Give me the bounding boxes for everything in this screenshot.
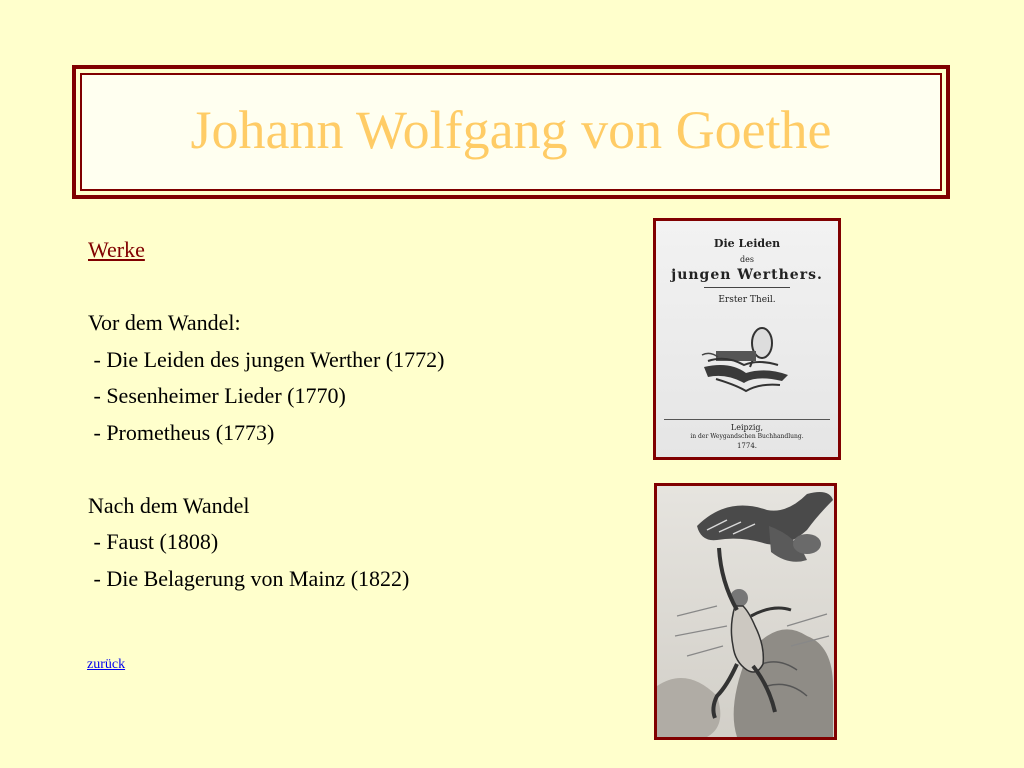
- cover-year: 1774.: [736, 442, 758, 450]
- prometheus-drawing-image: [654, 483, 837, 740]
- cover-line-2: des: [740, 255, 754, 264]
- prometheus-illustration: [657, 486, 834, 737]
- cover-place: Leipzig,: [730, 423, 764, 432]
- list-item: - Die Leiden des jungen Werther (1772): [88, 346, 445, 372]
- vignette-illustration: [696, 321, 796, 395]
- list-item: - Die Belagerung von Mainz (1822): [88, 565, 410, 591]
- group1-heading: Vor dem Wandel:: [88, 310, 241, 335]
- list-item: - Sesenheimer Lieder (1770): [88, 383, 346, 408]
- cover-publisher: in der Weygandschen Buchhandlung.: [690, 433, 804, 440]
- cover-line-3: jungen Werthers.: [671, 267, 823, 283]
- book-page: [656, 221, 838, 457]
- content-text: [88, 232, 608, 597]
- title-frame: [72, 65, 950, 199]
- werther-book-cover-image: [653, 218, 841, 460]
- cover-line-4: Erster Theil.: [718, 295, 776, 305]
- group2-heading: Nach dem Wandel: [88, 492, 250, 518]
- page-title: Johann Wolfgang von Goethe: [190, 100, 832, 160]
- title-frame-inner: [80, 73, 942, 191]
- back-link[interactable]: zurück: [87, 657, 126, 672]
- list-item: - Faust (1808): [88, 529, 219, 554]
- list-item: - Prometheus (1773): [88, 419, 275, 445]
- cover-line-1: Die Leiden: [713, 237, 781, 250]
- werke-link[interactable]: Werke: [88, 237, 145, 262]
